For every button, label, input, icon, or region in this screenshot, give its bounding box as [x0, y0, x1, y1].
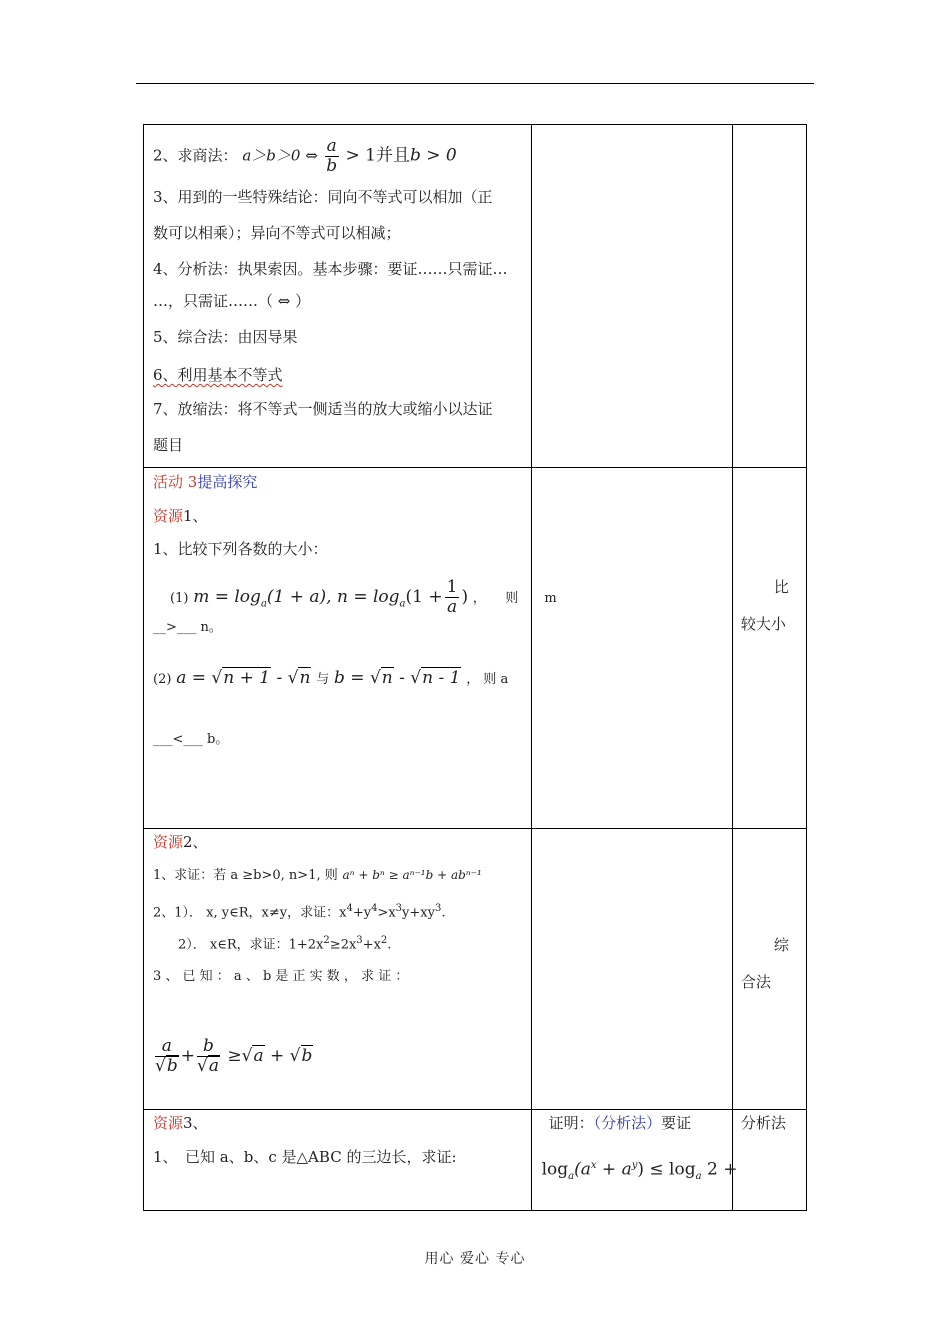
- row2-content: 活动 3提高探究 资源1、 1、比较下列各数的大小： (1) $m = \log_a(1 + a)$, $n = \log_a(1$ + $\frac{1}{a}$ ) ， 则 m __>___ n。 (2) a = √n + 1 - √n 与 b = √n - √n - 1 ， 则 a ___<___ b。: [144, 468, 532, 829]
- proof-3-a: 2）． x∈R，求证：1+2x: [178, 937, 324, 953]
- row3-side: [732, 829, 806, 1110]
- row4-proof-suffix: 要证: [661, 1114, 692, 1132]
- row4-middle: 证明：（分析法）要证 $\log_a(a^x + a^y) \le \log_a 2$ +: [531, 1110, 732, 1211]
- page-footer: 用心 爱心 专心: [424, 1251, 526, 1267]
- row1-line6: 6、利用基本不等式: [153, 366, 283, 384]
- row3-middle: [531, 829, 732, 1110]
- row1-line7b: 题目: [153, 436, 184, 454]
- proof-4: 3 、 已 知 ： a 、 b 是 正 实 数 ， 求 证 ：: [153, 969, 409, 984]
- row2-side-label-2: 较大小: [740, 615, 786, 633]
- ineq-rel: ≥: [227, 1046, 242, 1066]
- q1-expr-a: m = log: [193, 587, 261, 607]
- ineq-den-b: b: [166, 1056, 178, 1076]
- proof-2-d: y+xy: [402, 905, 435, 921]
- row2-side-label-1: 比: [773, 578, 789, 596]
- resource-3-label: 资源: [153, 1114, 184, 1132]
- lesson-table: [143, 124, 807, 1211]
- row1-line3a: 3、用到的一些特殊结论：同向不等式可以相加（正: [153, 188, 493, 206]
- proof-1-math: aⁿ + bⁿ ≥ aⁿ⁻¹b + abⁿ⁻¹: [342, 868, 482, 882]
- activity-label: 活动 3: [153, 473, 198, 491]
- activity-title: 提高探究: [197, 473, 258, 491]
- q1-label: (1): [170, 591, 189, 606]
- row1-line2-prefix: 2、求商法：: [153, 146, 238, 165]
- row4-math-b: (a: [574, 1159, 591, 1180]
- proof-2-c: >x: [377, 905, 396, 921]
- q2-b-root1: n: [381, 668, 393, 688]
- row1-line3b: 数可以相乘）；异向不等式可以相减；: [153, 224, 401, 242]
- q2-b: b =: [334, 668, 370, 688]
- proof-2-b: +y: [352, 905, 372, 921]
- q2-label: (2): [153, 672, 172, 687]
- row1-line2-iff: ⇔: [305, 146, 318, 165]
- q2-then: ， 则 a: [466, 672, 509, 687]
- q2-minus-1: -: [271, 668, 288, 688]
- q1-expr-d: ): [461, 587, 469, 607]
- ineq-rhs-a: a: [253, 1046, 264, 1066]
- row4-math-d: ) ≤ log: [637, 1159, 696, 1180]
- resource-3-number: 3、: [183, 1114, 208, 1132]
- row1-line2-tail2: b > 0: [409, 145, 457, 166]
- row1-middle: [531, 125, 732, 468]
- row1-line4b: …，只需证……（ ⇔ ）: [153, 292, 311, 310]
- q1-then: ， 则 m: [472, 591, 557, 606]
- proof-1: 1、求证：若 a ≥b>0, n>1, 则: [153, 868, 338, 883]
- q2-b-root2: n - 1: [422, 668, 461, 688]
- q1-expr-b: (1 + a), n = log: [266, 587, 400, 607]
- row1-line2-tail: > 1并且: [345, 145, 410, 166]
- row1-line2-cond: a＞b＞0: [242, 146, 301, 165]
- q1-expr-c: (1 +: [405, 587, 443, 607]
- row4-math-e: 2 +: [701, 1159, 738, 1180]
- resource-1-label: 资源: [153, 507, 184, 525]
- q1-answer: __>___ n。: [153, 620, 222, 635]
- resource-2-label: 资源: [153, 833, 184, 851]
- q2-answer: ___<___ b。: [153, 732, 229, 747]
- row3-side-label-2: 合法: [740, 973, 771, 991]
- compare-question: 1、比较下列各数的大小：: [153, 540, 328, 558]
- row1-line7a: 7、放缩法：将不等式一侧适当的放大或缩小以达证: [153, 400, 493, 418]
- q2-a: a =: [176, 668, 212, 688]
- q2-minus-2: -: [393, 668, 411, 688]
- row4-proof-method: （分析法）: [593, 1114, 662, 1132]
- resource-1-number: 1、: [183, 507, 208, 525]
- row4-math-c: + a: [596, 1159, 632, 1180]
- proof-2-a: 2、1）． x, y∈R，x≠y，求证：x: [153, 905, 347, 921]
- triangle-question: 1、 已知 a、b、c 是△ABC 的三边长，求证:: [153, 1148, 457, 1166]
- row4-side-label: 分析法: [740, 1114, 786, 1132]
- q1-frac-num: 1: [446, 577, 458, 597]
- row4-side: [732, 1110, 806, 1211]
- row1-frac-den: b: [326, 156, 338, 176]
- row1-content: [144, 125, 532, 468]
- q1-frac-den: a: [446, 597, 458, 617]
- q2-with: 与: [316, 672, 330, 687]
- proof-3-d: .: [387, 937, 392, 953]
- proof-2-e: .: [441, 905, 446, 921]
- row4-proof-prefix: 证明：: [548, 1114, 594, 1132]
- row1-line4a: 4、分析法：执果索因。基本步骤：要证……只需证…: [153, 260, 508, 278]
- row1-line5: 5、综合法：由因导果: [153, 328, 298, 346]
- row2-middle: [531, 468, 732, 829]
- q2-a-root1: n + 1: [223, 668, 271, 688]
- header-rule: [136, 83, 814, 84]
- ineq-num-a: a: [155, 1037, 179, 1057]
- row2-side: [732, 468, 806, 829]
- row1-side: [732, 125, 806, 468]
- row3-content: 资源2、 1、求证：若 a ≥b>0, n>1, 则 aⁿ + bⁿ ≥ aⁿ⁻¹b + abⁿ⁻¹ 2、1）． x, y∈R，x≠y，求证：$x^4+y^4>x^3y+xy^3$. 2）． x∈R，求证：$1+2x^2\ge 2x^3+x^2$. 3 、 已 知 ： a 、 b 是 正 实 数 ， 求 证 ： $\frac{a}{√b}$ + $\frac{b}{√a}$ ≥√a + √b: [144, 829, 532, 1110]
- resource-2-number: 2、: [183, 833, 208, 851]
- ineq-num-b: b: [197, 1037, 220, 1057]
- ineq-den-a: a: [208, 1056, 219, 1076]
- proof-3-c: +x: [362, 937, 381, 953]
- row4-content: [144, 1110, 532, 1211]
- proof-3-b: ≥2x: [329, 937, 357, 953]
- q2-a-root2: n: [299, 668, 311, 688]
- row4-math-a: log: [541, 1159, 569, 1180]
- row1-frac-num: a: [326, 136, 337, 156]
- ineq-rhs-b: b: [301, 1046, 313, 1066]
- row3-side-label-1: 综: [773, 936, 789, 954]
